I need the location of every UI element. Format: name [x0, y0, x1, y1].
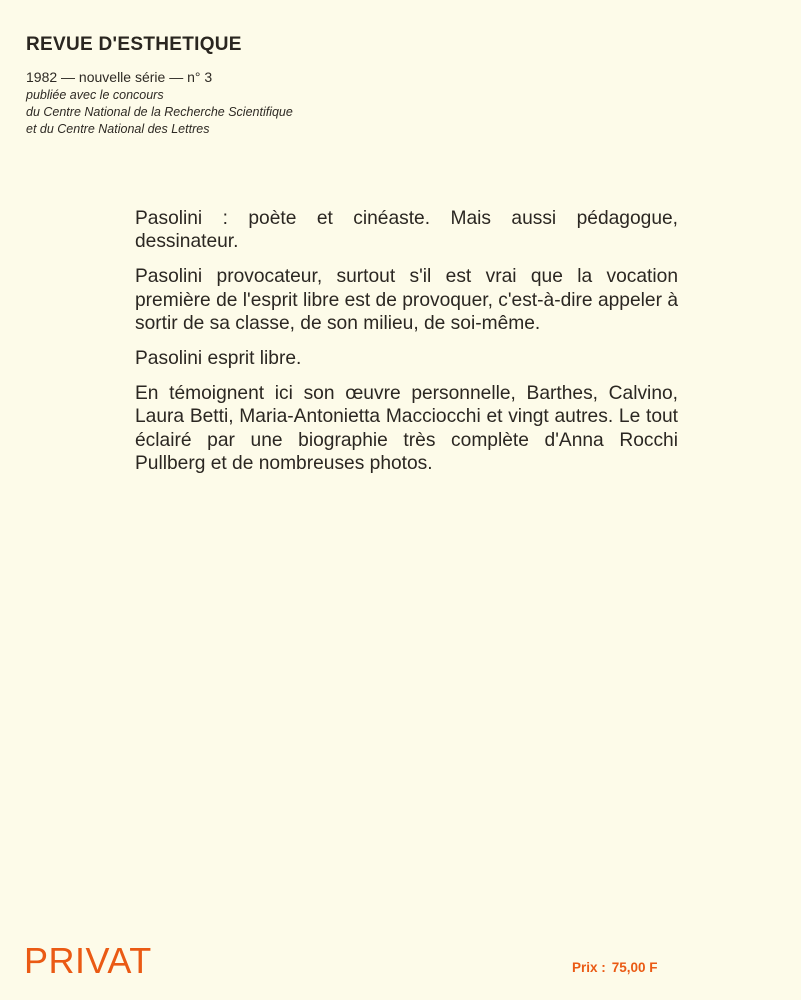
price-label: Prix : [572, 960, 606, 975]
blurb-paragraph: Pasolini provocateur, surtout s'il est vrai que la vocation première de l'esprit libre est de provoquer, c'est-à-dire appeler à sortir de sa classe, de son milieu, de soi-même. [135, 266, 678, 334]
price-value: 75,00 F [611, 960, 658, 975]
publication-line-1: publiée avec le concours [26, 88, 164, 102]
issue-line: 1982 — nouvelle série — n° 3 [26, 69, 213, 85]
price [572, 960, 658, 976]
journal-title: REVUE D'ESTHETIQUE [26, 34, 242, 55]
publisher-logo: PRIVAT [24, 940, 152, 981]
blurb [135, 207, 678, 487]
blurb-paragraph: Pasolini : poète et cinéaste. Mais aussi pédagogue, dessinateur. [135, 208, 678, 253]
blurb-paragraph: Pasolini esprit libre. [135, 348, 302, 370]
publication-line-3: et du Centre National des Lettres [26, 122, 210, 136]
publication-line-2: du Centre National de la Recherche Scientifique [26, 105, 293, 119]
blurb-paragraph: En témoignent ici son œuvre personnelle, Barthes, Calvino, Laura Betti, Maria-Antonietta Macciocchi et vingt autres. Le tout éclairé par une biographie très complète d'Anna Rocchi Pullberg et de nombreuses photos. [135, 383, 678, 474]
masthead [26, 34, 446, 138]
